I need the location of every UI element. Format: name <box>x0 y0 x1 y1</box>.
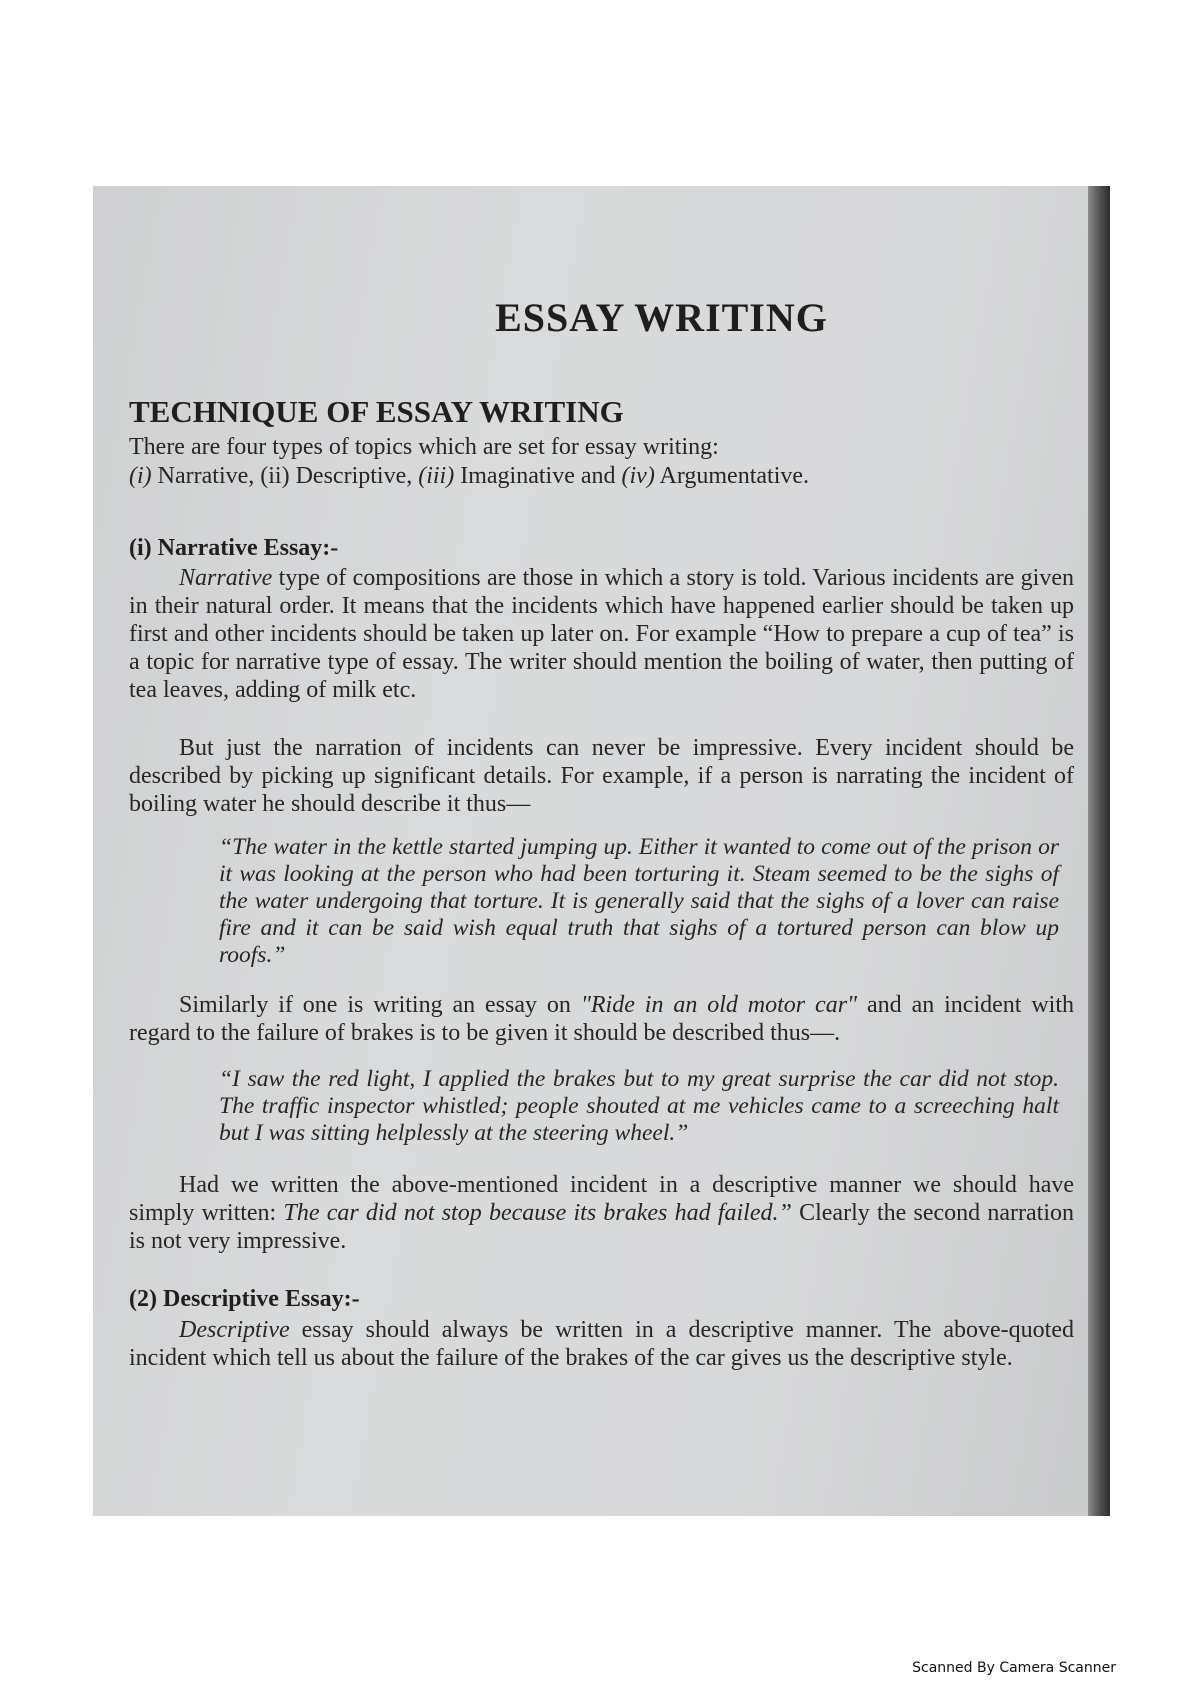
narrative-paragraph-1-text: type of compositions are those in which a story is told. Various incidents are given in their natural order. It means that the incidents which have happened earlier should be taken up first and other incidents should be taken up later on. For example “How to prepare a cup of tea” is a topic for narrative type of essay. The writer should mention the boiling of water, then putting of tea leaves, adding of milk etc. <box>129 565 1074 703</box>
descriptive-paragraph-1-text: essay should always be written in a descriptive manner. The above-quoted incident which tell us about the failure of the brakes of the car gives us the descriptive style. <box>129 1317 1074 1371</box>
type-descriptive: Descriptive, <box>289 463 419 489</box>
scanned-page-photo <box>93 186 1110 1516</box>
type-narrative: Narrative, <box>151 463 261 489</box>
paragraph-4-text-a: Had we written the above-mentioned incident in a descriptive manner we should have simply written: <box>129 1172 1074 1226</box>
type-argumentative: Argumentative. <box>654 463 810 489</box>
intro-line-2 <box>129 462 1029 491</box>
scanner-watermark: Scanned By Camera Scanner <box>912 1660 1116 1676</box>
narrative-paragraph-1 <box>129 564 1074 704</box>
numeral-ii: (ii) <box>260 463 290 489</box>
brakes-quote: “I saw the red light, I applied the brakes but to my great surprise the car did not stop. The traffic inspector whistled; people shouted at me vehicles came to a screeching halt but I was sitting helplessly at the steering wheel.” <box>219 1066 1059 1146</box>
type-imaginative: Imaginative and <box>454 463 622 489</box>
paragraph-3-text-a: Similarly if one is writing an essay on <box>179 992 581 1018</box>
page-content <box>129 186 1074 1516</box>
essay-topic-italic: "Ride in an old motor car" <box>580 992 858 1018</box>
descriptive-lead-word: Descriptive <box>179 1317 290 1343</box>
book-page-edge <box>1088 186 1110 1516</box>
section-heading: TECHNIQUE OF ESSAY WRITING <box>129 394 624 429</box>
narrative-paragraph-3 <box>129 991 1074 1047</box>
narrative-lead-word: Narrative <box>179 565 273 591</box>
kettle-quote: “The water in the kettle started jumping up. Either it wanted to come out of the prison or it was looking at the person who had been torturing it. Steam seemed to be the sighs of the water undergoing that torture. It is generally said that the sighs of a lover can raise fire and it can be said wish equal truth that sighs of a tortured person can blow up roofs.” <box>219 834 1059 968</box>
paragraph-4-italic: The car did not stop because its brakes had failed.” <box>283 1200 792 1226</box>
narrative-paragraph-4 <box>129 1171 1074 1255</box>
intro-line-1: There are four types of topics which are set for essay writing: <box>129 434 719 460</box>
descriptive-paragraph-1 <box>129 1316 1074 1372</box>
paragraph-3-text-b: and an incident with regard to the failure of brakes is to be given it should be described thus—. <box>129 992 1075 1046</box>
numeral-iv: (iv) <box>621 463 655 489</box>
document-title: ESSAY WRITING <box>495 295 828 340</box>
narrative-paragraph-2: But just the narration of incidents can never be impressive. Every incident should be described by picking up significant details. For example, if a person is narrating the incident of boiling water he should describe it thus— <box>129 735 1074 817</box>
descriptive-essay-heading: (2) Descriptive Essay:- <box>129 1286 360 1312</box>
numeral-iii: (iii) <box>418 463 455 489</box>
narrative-essay-heading: (i) Narrative Essay:- <box>129 535 339 561</box>
intro-text <box>129 433 1029 491</box>
numeral-i: (i) <box>129 463 152 489</box>
paragraph-4-text-b: Clearly the second narration is not very impressive. <box>129 1200 1075 1254</box>
